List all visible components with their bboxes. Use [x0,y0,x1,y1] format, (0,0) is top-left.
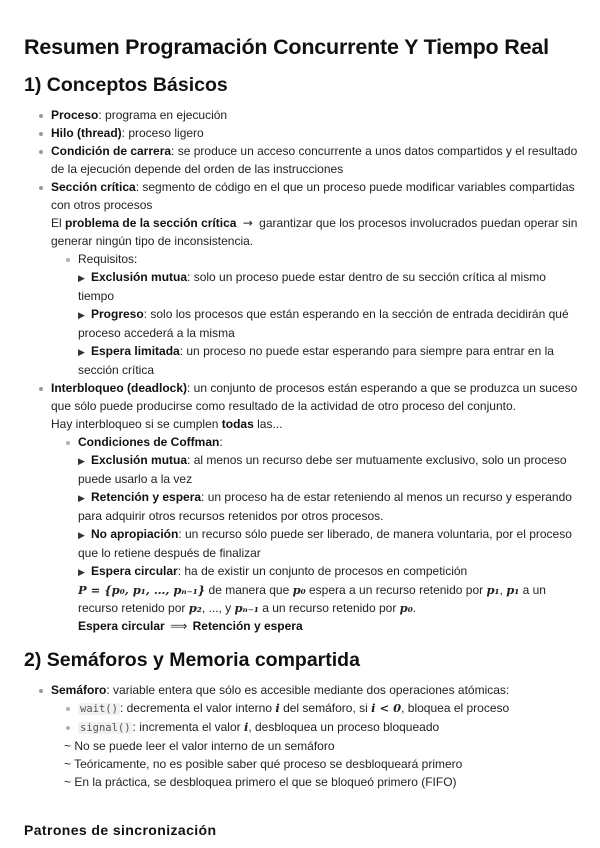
note-row: ~ No se puede leer el valor interno de un semáforo [64,739,335,753]
requisito-exclusion: ▶ Exclusión mutua: solo un proceso puede estar dentro de su sección crítica al mismo tiempo [78,270,546,303]
coffman-list [64,433,578,635]
list-item-interbloqueo: Interbloqueo (deadlock): un conjunto de procesos están esperando a que se produzca un suceso que sólo puede producirse como resultado de la actividad de otro proceso del conjunto. Hay interbloqueo si se cumplen todas las... Condiciones de Coffman: ▶ Exclusión mutua: al menos un recurso debe ser mutuamente exclusivo, solo un proceso puede usarlo a la vez ▶ Retención y espera: un proceso ha de estar reteniendo al menos un recurso y esperando para adquirir otros recursos retenidos por otros procesos. ▶ No apropiación: un recurso sólo puede ser liberado, de manera voluntaria, por el proceso que lo retiene después de finalizar ▶ Espera circular: ha de existir un conjunto de procesos en competición P = {p₀, p₁, …, pₙ₋₁} de manera que p₀ espera a un recurso retenido por p₁, p₁ a un recurso retenido por p₂, ..., y pₙ₋₁ a un recurso retenido por p₀. Espera circular ⟹ Retención y espera [24,379,578,635]
list-item-carrera: Condición de carrera: se produce un acceso concurrente a unos datos compartidos y el resultado de la ejecución depende del orden de las instrucciones [24,142,578,178]
conceptos-list [24,106,578,635]
section-heading-conceptos: 1) Conceptos Básicos [24,74,228,96]
triangle-right-icon: ▶ [78,310,85,320]
implies-arrow-icon: ⟹ [170,619,188,633]
coffman-retencion: ▶ Retención y espera: un proceso ha de estar reteniendo al menos un recurso y esperando para adquirir otros recursos retenidos por otros procesos. [78,490,572,523]
list-item-hilo: Hilo (thread): proceso ligero [24,124,578,142]
triangle-right-icon: ▶ [78,273,85,283]
implica-row: Espera circular ⟹ Retención y espera [78,619,303,633]
section-heading-patrones: Patrones de sincronización [24,822,217,838]
arrow-right-icon: → [242,216,253,230]
semaforos-list [24,681,578,791]
list-item-proceso: Proceso: programa en ejecución [24,106,578,124]
requisito-progreso: ▶ Progreso: solo los procesos que están esperando en la sección de entrada decidirán qué proceso accederá a la misma [78,307,569,340]
triangle-right-icon: ▶ [78,493,85,503]
list-item-signal: signal() : incrementa el valor i, desbloquea un proceso bloqueado ~ No se puede leer el valor interno de un semáforo ~ Teóricamente, no es posible saber qué proceso se desbloqueará primero ~ En la práctica, se desbloquea primero el que se bloqueó primero (FIFO) [64,718,578,791]
list-item-requisitos: Requisitos: ▶ Exclusión mutua: solo un proceso puede estar dentro de su sección crítica al mismo tiempo ▶ Progreso: solo los procesos que están esperando en la sección de entrada decidirán qué proceso accederá a la misma ▶ Espera limitada: un proceso no puede estar esperando para siempre para entrar en la sección crítica [64,250,578,379]
section-heading-semaforos: 2) Semáforos y Memoria compartida [24,649,360,671]
list-item-coffman: Condiciones de Coffman: ▶ Exclusión mutua: al menos un recurso debe ser mutuamente exclusivo, solo un proceso puede usarlo a la vez ▶ Retención y espera: un proceso ha de estar reteniendo al menos un recurso y esperando para adquirir otros recursos retenidos por otros procesos. ▶ No apropiación: un recurso sólo puede ser liberado, de manera voluntaria, por el proceso que lo retiene después de finalizar ▶ Espera circular: ha de existir un conjunto de procesos en competición P = {p₀, p₁, …, pₙ₋₁} de manera que p₀ espera a un recurso retenido por p₁, p₁ a un recurso retenido por p₂, ..., y pₙ₋₁ a un recurso retenido por p₀. Espera circular ⟹ Retención y espera [64,433,578,635]
triangle-right-icon: ▶ [78,567,85,577]
page-title: Resumen Programación Concurrente Y Tiempo Real [24,35,549,59]
triangle-right-icon: ▶ [78,456,85,466]
note-row: ~ En la práctica, se desbloquea primero el que se bloqueó primero (FIFO) [64,775,457,789]
requisitos-list [64,250,578,379]
coffman-exclusion: ▶ Exclusión mutua: al menos un recurso debe ser mutuamente exclusivo, solo un proceso puede usarlo a la vez [78,453,567,486]
triangle-right-icon: ▶ [78,347,85,357]
note-row: ~ Teóricamente, no es posible saber qué proceso se desbloqueará primero [64,757,463,771]
list-item-wait: wait() : decrementa el valor interno i del semáforo, si i < 0, bloquea el proceso [64,699,578,718]
espera-circular-formula: P = {p₀, p₁, …, pₙ₋₁} de manera que p₀ espera a un recurso retenido por p₁, p₁ a un recurso retenido por p₂, ..., y pₙ₋₁ a un recurso retenido por p₀. [78,583,546,615]
requisito-espera: ▶ Espera limitada: un proceso no puede estar esperando para siempre para entrar en la sección crítica [78,344,554,377]
coffman-no-apropiacion: ▶ No apropiación: un recurso sólo puede ser liberado, de manera voluntaria, por el proceso que lo retiene después de finalizar [78,527,572,560]
list-item-semaforo: Semáforo: variable entera que sólo es accesible mediante dos operaciones atómicas: wait() : decrementa el valor interno i del semáforo, si i < 0, bloquea el proceso signal() : incrementa el valor i, desbloquea un proceso bloqueado ~ No se puede leer el valor interno de un semáforo ~ Teóricamente, no es posible saber qué proceso se desbloqueará primero ~ En la práctica, se desbloquea primero el que se bloqueó primero (FIFO) [24,681,578,791]
list-item-seccion-critica: Sección crítica: segmento de código en el que un proceso puede modificar variables compartidas con otros procesos El problema de la sección crítica → garantizar que los procesos involucrados puedan operar sin generar ningún tipo de inconsistencia. Requisitos: ▶ Exclusión mutua: solo un proceso puede estar dentro de su sección crítica al mismo tiempo ▶ Progreso: solo los procesos que están esperando en la sección de entrada decidirán qué proceso accederá a la misma ▶ Espera limitada: un proceso no puede estar esperando para siempre para entrar en la sección crítica [24,178,578,379]
coffman-espera-circular: ▶ Espera circular: ha de existir un conjunto de procesos en competición [64,562,578,581]
triangle-right-icon: ▶ [78,530,85,540]
operaciones-list [64,699,578,791]
